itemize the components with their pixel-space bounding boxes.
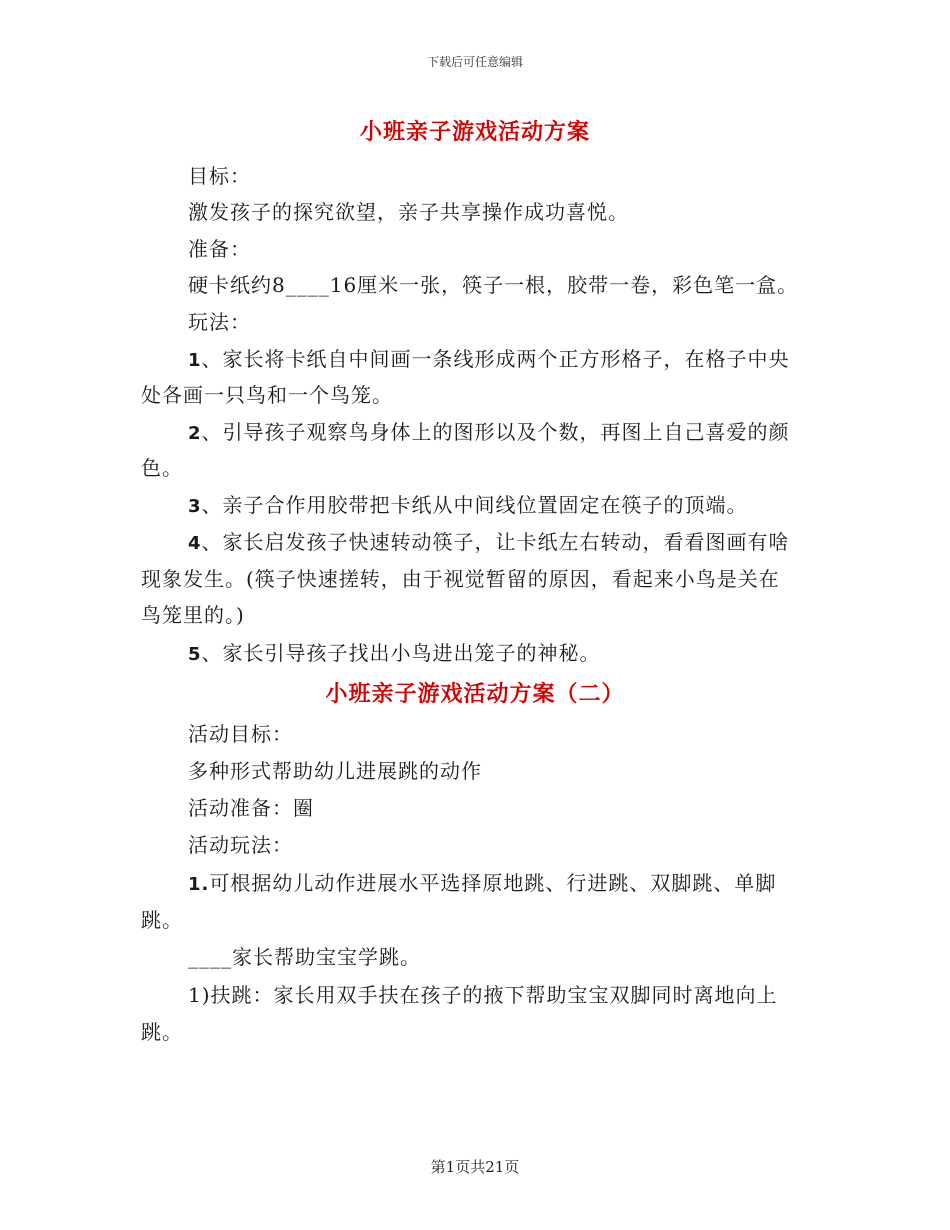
activity-play-label: 活动玩法： [188, 833, 293, 857]
step-1-line-1 [188, 343, 790, 372]
goal-text: 激发孩子的探究欲望，亲子共享操作成功喜悦。 [188, 200, 629, 224]
step-1-number: 1 [188, 350, 202, 371]
activity-item-3-line-1: 1)扶跳：家长用双手扶在孩子的掖下帮助宝宝双脚同时离地向上 [188, 983, 778, 1007]
activity-goal-label: 活动目标： [188, 722, 293, 746]
activity-item-1-number: 1. [188, 874, 210, 895]
step-2-text: 、引导孩子观察鸟身体上的图形以及个数，再图上自己喜爱的颜 [201, 420, 790, 444]
activity-item-1-text: 可根据幼儿动作进展水平选择原地跳、行进跳、双脚跳、单脚 [209, 871, 777, 895]
activity-goal-text: 多种形式帮助幼儿进展跳的动作 [188, 759, 482, 783]
section1-title: 小班亲子游戏活动方案 [359, 119, 590, 145]
step-2-number: 2 [188, 423, 202, 444]
step-1-line-2: 处各画一只鸟和一个鸟笼。 [141, 383, 393, 407]
activity-item-1-line-1 [188, 867, 776, 896]
play-label: 玩法： [188, 310, 251, 334]
step-4-line-3: 鸟笼里的。) [141, 603, 245, 627]
step-5-text: 、家长引导孩子找出小鸟进出笼子的神秘。 [201, 641, 601, 665]
step-5-line-1 [188, 637, 601, 666]
prep-text: 硬卡纸约8____16厘米一张，筷子一根，胶带一卷，彩色笔一盒。 [188, 273, 799, 297]
step-2-line-1 [188, 416, 790, 445]
header-note: 下载后可任意编辑 [426, 55, 523, 69]
step-2-line-2: 色。 [141, 456, 183, 480]
step-3-line-1 [188, 489, 748, 518]
step-5-number: 5 [188, 644, 202, 665]
activity-item-2: ____家长帮助宝宝学跳。 [188, 945, 421, 969]
step-3-number: 3 [188, 496, 202, 517]
step-4-text: 、家长启发孩子快速转动筷子，让卡纸左右转动，看看图画有啥 [201, 530, 790, 554]
step-4-number: 4 [188, 533, 202, 554]
step-1-text: 、家长将卡纸自中间画一条线形成两个正方形格子，在格子中央 [201, 347, 790, 371]
page-footer: 第1页共21页 [430, 1158, 520, 1176]
activity-prep: 活动准备：圈 [188, 796, 314, 820]
activity-item-3-line-2: 跳。 [141, 1020, 183, 1044]
prep-label: 准备： [188, 237, 251, 261]
section2-title: 小班亲子游戏活动方案（二） [325, 681, 625, 707]
step-4-line-1 [188, 526, 790, 555]
goal-label: 目标： [188, 164, 251, 188]
activity-item-1-line-2: 跳。 [141, 908, 183, 932]
step-4-line-2: 现象发生。(筷子快速搓转，由于视觉暂留的原因，看起来小鸟是关在 [141, 567, 780, 591]
step-3-text: 、亲子合作用胶带把卡纸从中间线位置固定在筷子的顶端。 [201, 493, 748, 517]
